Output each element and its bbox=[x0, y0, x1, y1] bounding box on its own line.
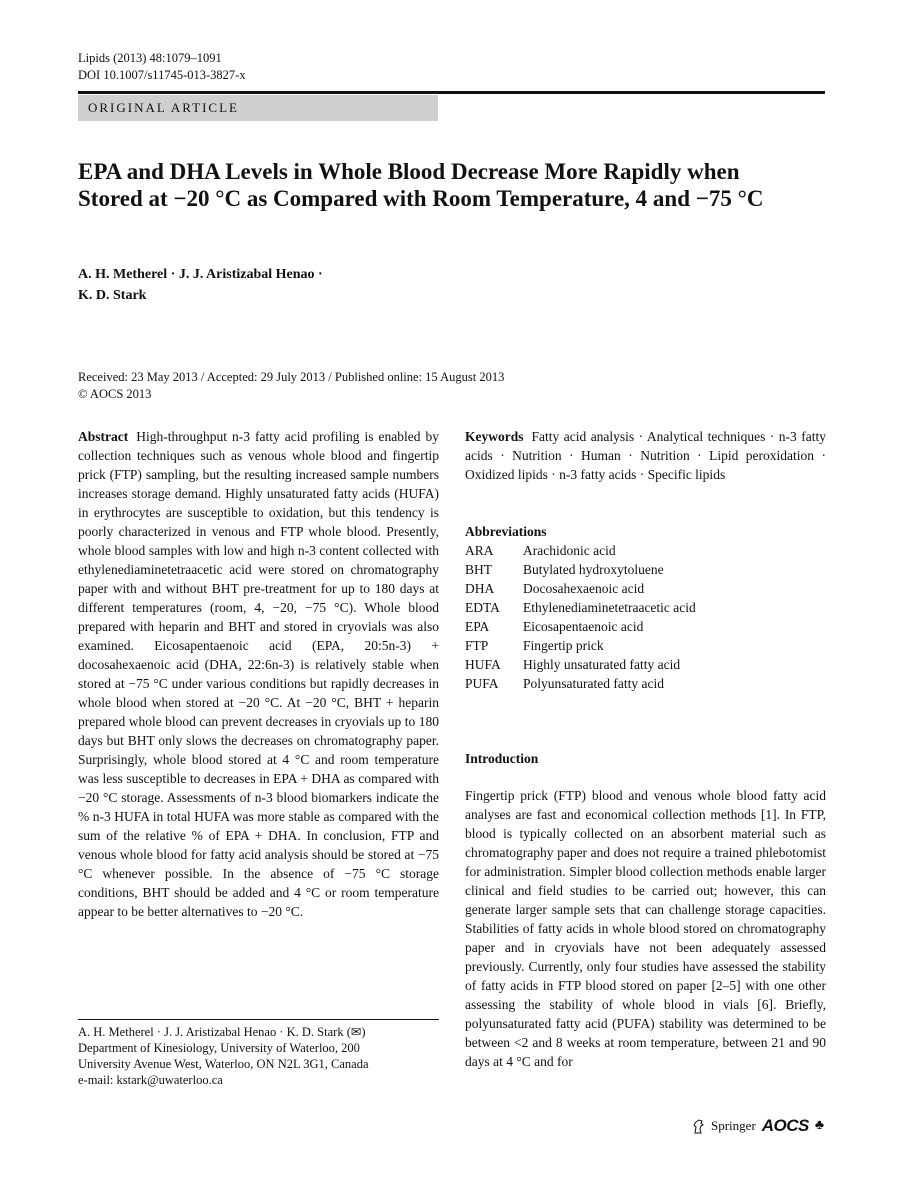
abbreviation-term: EPA bbox=[465, 619, 490, 634]
abstract-text: High-throughput n-3 fatty acid profiling is enabled by collection techniques such as venous whole blood and fingertip prick (FTP) sampling, but the resulting increased sample numbers increases storage demand. Highly unsaturated fatty acids (HUFA) in erythrocytes are susceptible to oxidation, but this tendency is poorly characterized in venous and FTP whole blood. Presently, whole blood samples with low and high n-3 content collected with ethylenediaminetetraacetic acid were stored on chromatography paper with and without BHT pre-treatment for up to 180 days at different temperatures (room, 4, −20, −75 °C). Whole blood prepared with heparin and BHT and stored in cryovials was also examined. Eicosapentaenoic acid (EPA, 20:5n-3) + docosahexaenoic acid (DHA, 22:6n-3) is relatively stable when stored at −75 °C under various conditions but rapidly decreases in whole blood when stored at −20 °C. At −20 °C, BHT + heparin prepared whole blood can prevent decreases in cryovials up to 180 days but BHT only slows the decreases on chromatography paper. Surprisingly, whole blood stored at 4 °C and room temperature was less susceptible to decreases in EPA + DHA as compared with −20 °C storage. Assessments of n-3 blood biomarkers indicate the % n-3 HUFA in total HUFA was more stable as compared with the sum of the relative % of EPA + DHA. In conclusion, FTP and venous whole blood for fatty acid analysis should be stored at −75 °C whenever possible. In the absence of −75 °C storage conditions, BHT should be added and 4 °C or room temperature appear to be better alternatives to −20 °C. bbox=[78, 429, 439, 919]
abbreviation-definition: Butylated hydroxytoluene bbox=[523, 562, 664, 577]
abbreviation-definition: Highly unsaturated fatty acid bbox=[523, 657, 681, 672]
abbreviation-definition: Docosahexaenoic acid bbox=[523, 581, 645, 596]
abbreviation-row bbox=[465, 636, 826, 655]
springer-logo-text: Springer bbox=[711, 1118, 756, 1133]
abbreviation-term: HUFA bbox=[465, 657, 501, 672]
affiliation-dept: Department of Kinesiology, University of Waterloo, 200 bbox=[78, 1041, 360, 1055]
springer-horse-icon bbox=[692, 1119, 705, 1134]
keywords-label: Keywords bbox=[465, 429, 524, 444]
copyright: © AOCS 2013 bbox=[78, 387, 152, 401]
authors-line-1: A. H. Metherel · J. J. Aristizabal Henao · bbox=[78, 267, 323, 282]
abbreviation-term: PUFA bbox=[465, 676, 499, 691]
abbreviation-term: EDTA bbox=[465, 600, 500, 615]
abbreviation-row bbox=[465, 674, 826, 693]
author-list bbox=[78, 264, 323, 306]
aocs-logo-text: AOCS bbox=[761, 1116, 809, 1135]
affiliation-email[interactable]: e-mail: kstark@uwaterloo.ca bbox=[78, 1073, 223, 1087]
abbreviation-row bbox=[465, 579, 826, 598]
article-title: EPA and DHA Levels in Whole Blood Decrease More Rapidly when Stored at −20 °C as Compared with Room Temperature, 4 and −75 °C bbox=[78, 159, 764, 211]
abstract-label: Abstract bbox=[78, 429, 129, 444]
abbreviation-definition: Ethylenediaminetetraacetic acid bbox=[523, 600, 696, 615]
abbreviation-definition: Eicosapentaenoic acid bbox=[523, 619, 644, 634]
affiliation-rule bbox=[78, 1019, 439, 1020]
abbreviation-row bbox=[465, 560, 826, 579]
journal-header bbox=[78, 50, 246, 84]
affiliation-authors: A. H. Metherel · J. J. Aristizabal Henao · K. D. Stark (✉) bbox=[78, 1025, 366, 1039]
abbreviation-definition: Polyunsaturated fatty acid bbox=[523, 676, 664, 691]
keywords bbox=[465, 427, 826, 484]
abbreviations-heading: Abbreviations bbox=[465, 524, 547, 539]
abbreviation-row bbox=[465, 655, 826, 674]
affiliation-address: University Avenue West, Waterloo, ON N2L 3G1, Canada bbox=[78, 1057, 369, 1071]
header-rule bbox=[78, 91, 825, 94]
abbreviation-term: DHA bbox=[465, 581, 495, 596]
journal-citation: Lipids (2013) 48:1079–1091 bbox=[78, 51, 222, 65]
doi[interactable]: DOI 10.1007/s11745-013-3827-x bbox=[78, 68, 246, 82]
affiliation-block bbox=[78, 1024, 439, 1088]
keywords-text: Fatty acid analysis · Analytical techniques · n-3 fatty acids · Nutrition · Human · Nutrition · Lipid peroxidation · Oxidized lipids · n-3 fatty acids · Specific lipids bbox=[465, 429, 826, 482]
abbreviation-term: ARA bbox=[465, 543, 494, 558]
abbreviation-term: BHT bbox=[465, 562, 492, 577]
abbreviation-row bbox=[465, 598, 826, 617]
publication-dates bbox=[78, 369, 504, 403]
abbreviation-term: FTP bbox=[465, 638, 489, 653]
abbreviation-row bbox=[465, 617, 826, 636]
introduction-text: Fingertip prick (FTP) blood and venous whole blood fatty acid analyses are fast and economical collection methods [1]. In FTP, blood is typically collected on an absorbent material such as chromatography paper and does not require a trained phlebotomist for administration. Simpler blood collection methods enable larger clinical and field studies to be carried out; however, this can generate larger sample sets that can challenge storage capacities. Stabilities of fatty acids in whole blood stored on chromatography paper and in cryovials have not been adequately assessed previously. Currently, only four studies have assessed the stability of fatty acids in FTP blood stored on paper [2–5] with one other assessing the stability of whole blood in vials [6]. Briefly, polyunsaturated fatty acid (PUFA) stability was determined to be between <2 and 8 weeks at room temperature, between 21 and 90 days at 4 °C and for bbox=[465, 788, 826, 1069]
article-type-banner: ORIGINAL ARTICLE bbox=[78, 95, 438, 121]
abbreviation-definition: Arachidonic acid bbox=[523, 543, 616, 558]
aocs-flower-icon: ♣ bbox=[814, 1118, 825, 1133]
abstract bbox=[78, 427, 439, 921]
abbreviations-list bbox=[465, 541, 826, 693]
page-footer bbox=[692, 1116, 824, 1136]
abbreviation-definition: Fingertip prick bbox=[523, 638, 604, 653]
introduction-heading: Introduction bbox=[465, 751, 539, 766]
abbreviation-row bbox=[465, 541, 826, 560]
dates-line: Received: 23 May 2013 / Accepted: 29 July 2013 / Published online: 15 August 2013 bbox=[78, 370, 505, 384]
authors-line-2: K. D. Stark bbox=[78, 288, 147, 303]
